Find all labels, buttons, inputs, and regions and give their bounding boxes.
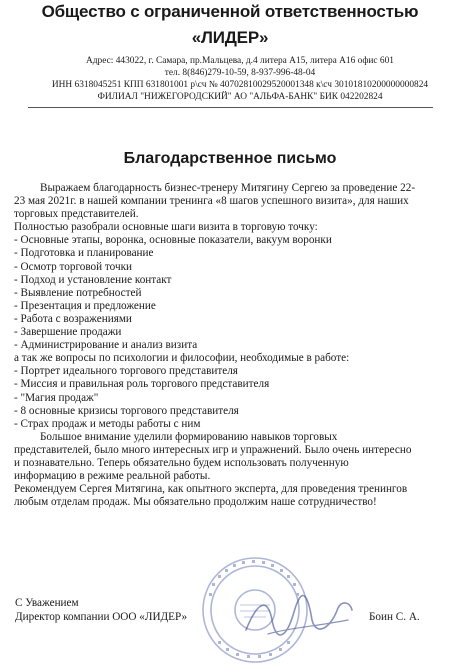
- company-address: Адрес: 443022, г. Самара, пр.Мальцева, д.4 литера А15, литера А16 офис 601: [85, 56, 394, 66]
- list-item: - Презентация и предложение: [14, 299, 156, 312]
- list-item: - 8 основные кризисы торгового представителя: [14, 404, 239, 417]
- list-item: - Портрет идеального торгового представителя: [14, 365, 238, 378]
- list-item: - Осмотр торговой точки: [14, 260, 133, 273]
- list-item: - Страх продаж и методы работы с ним: [14, 417, 201, 430]
- intro-line: 23 мая 2021г. в нашей компании тренинга «8 шагов успешного визита», для наших: [14, 195, 409, 208]
- company-bank-branch: ФИЛИАЛ "НИЖЕГОРОДСКИЙ" АО "АЛЬФА-БАНК" БИК 042202824: [97, 92, 383, 102]
- closing-position: Директор компании ООО «ЛИДЕР»: [15, 611, 188, 623]
- signer-name: Боин С. А.: [369, 611, 420, 623]
- company-phone: тел. 8(846)279-10-59, 8-937-996-48-04: [164, 68, 316, 78]
- feedback-line: информацию в режиме реальной работы.: [14, 470, 211, 483]
- recommendation-line: Рекомендуем Сергея Митягина, как опытного эксперта, для проведения тренингов: [14, 483, 408, 496]
- letter-title: Благодарственное письмо: [123, 150, 337, 167]
- closing-regards: С Уважением: [15, 597, 79, 609]
- letter-body: [14, 182, 454, 509]
- company-name-line2: «ЛИДЕР»: [191, 28, 269, 47]
- list-item: - Миссия и правильная роль торгового представителя: [14, 378, 270, 391]
- list-item: - Подготовка и планирование: [14, 247, 154, 260]
- list-item: - Администрирование и анализ визита: [14, 339, 198, 352]
- intro-line: торговых представителей.: [14, 208, 139, 221]
- feedback-line: и познавательно. Теперь обязательно будем использовать полученную: [14, 456, 349, 469]
- closing-block: [15, 596, 187, 624]
- feedback-line: Большое внимание уделили формированию навыков торговых: [40, 430, 338, 443]
- intro-line: Выражаем благодарность бизнес-тренеру Митягину Сергею за проведение 22-: [40, 182, 416, 194]
- feedback-line: представителей, было много интересных игр и упражнений. Было очень интересно: [14, 443, 412, 456]
- company-name-line1: Общество с ограниченной ответственностью: [41, 2, 419, 21]
- recommendation-line: любым отделам продаж. Мы обязательно продолжим наше сотрудничество!: [14, 496, 377, 509]
- psych-intro: а так же вопросы по психологии и философии, необходимые в работе:: [14, 352, 350, 365]
- list-item: - Выявление потребностей: [14, 286, 142, 299]
- header-divider: [28, 107, 433, 108]
- list-item: - Основные этапы, воронка, основные показатели, вакуум воронки: [14, 234, 332, 247]
- company-bank-details: ИНН 6318045251 КПП 631801001 р\сч № 40702810029520001348 к\сч 30101810200000000824: [51, 80, 429, 90]
- director-signature: [238, 590, 358, 645]
- list-item: - "Магия продаж": [14, 391, 99, 404]
- list-item: - Подход и установление контакт: [14, 273, 172, 286]
- topics-intro: Полностью разобрали основные шаги визита в торговую точку:: [14, 221, 318, 234]
- list-item: - Работа с возражениями: [14, 312, 132, 325]
- list-item: - Завершение продажи: [14, 326, 122, 339]
